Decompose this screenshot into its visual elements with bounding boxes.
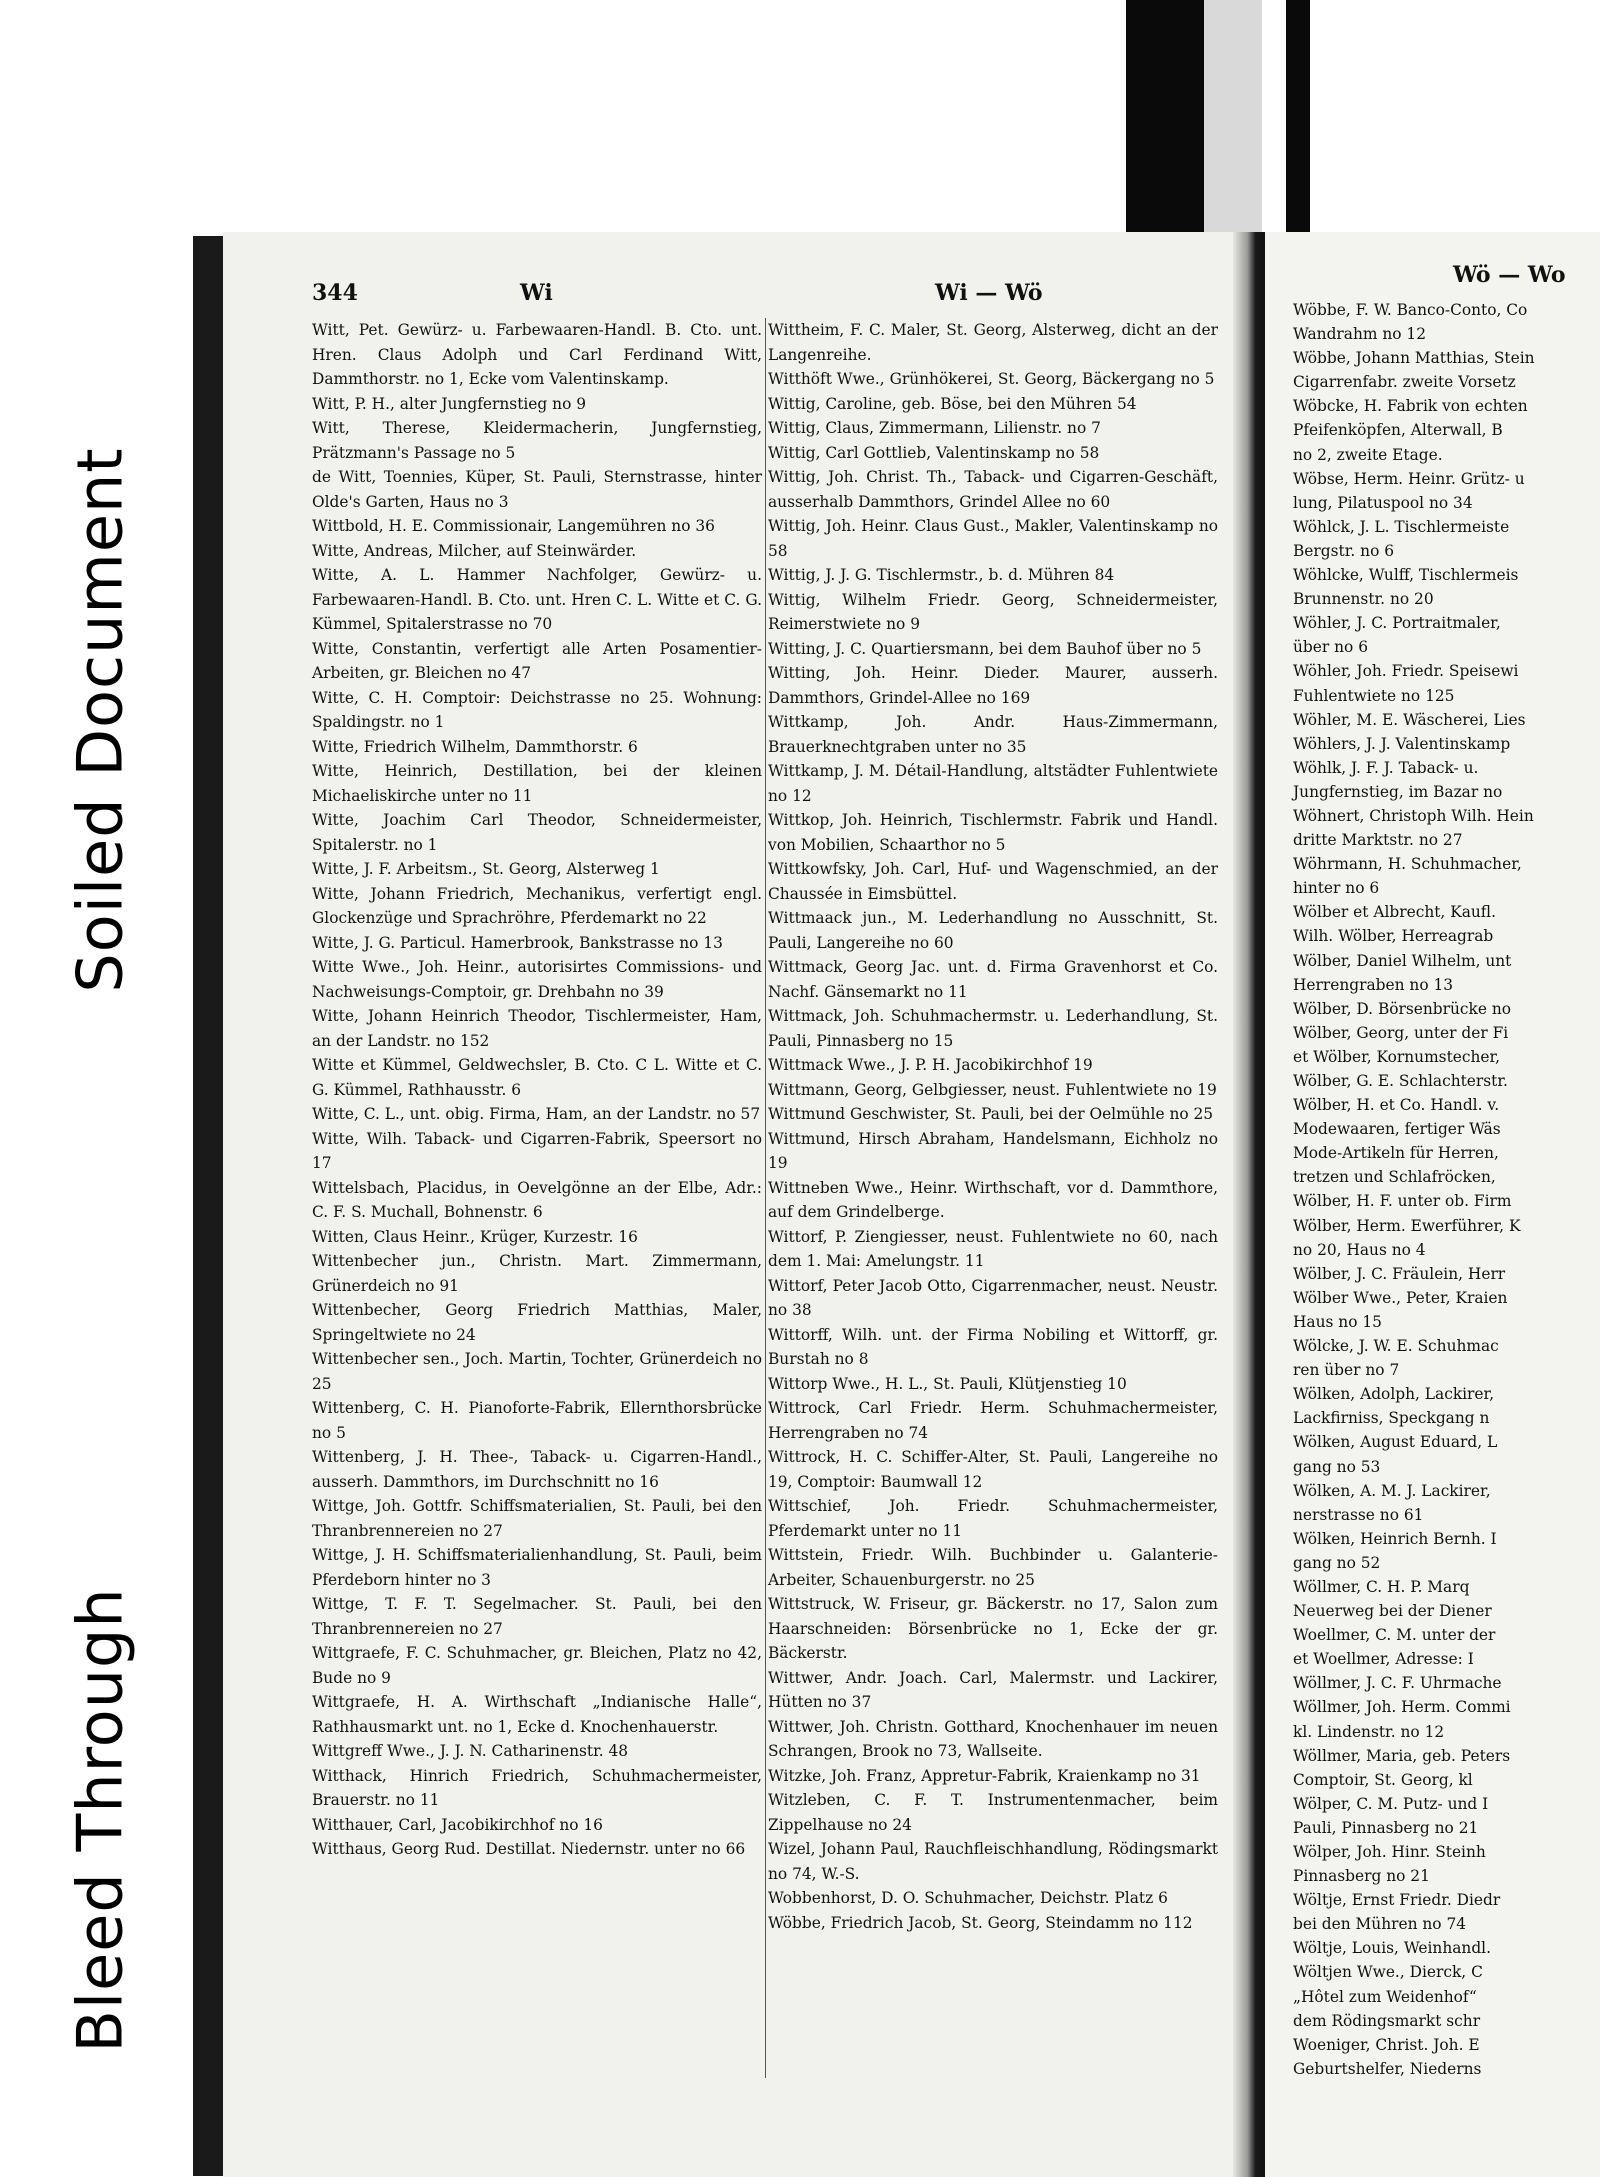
- directory-entry: Wöllmer, Maria, geb. Peters: [1293, 1746, 1511, 1765]
- directory-entry: Wöllmer, C. H. P. Marq: [1293, 1577, 1470, 1596]
- directory-entry: Haus no 15: [1293, 1312, 1382, 1331]
- directory-entry: Wittwer, Andr. Joach. Carl, Malermstr. und Lackirer, Hütten no 37: [768, 1668, 1218, 1711]
- directory-entry: Witthack, Hinrich Friedrich, Schuhmachermeister, Brauerstr. no 11: [312, 1766, 762, 1809]
- directory-entry: Wittorp Wwe., H. L., St. Pauli, Klütjenstieg 10: [768, 1374, 1127, 1393]
- directory-entry: Wittwer, Joh. Christn. Gotthard, Knochenhauer im neuen Schrangen, Brook no 73, Wallseite.: [768, 1717, 1218, 1760]
- directory-entry: no 2, zweite Etage.: [1293, 445, 1443, 464]
- directory-entry: Wölber et Albrecht, Kaufl.: [1293, 903, 1496, 922]
- directory-entry: Wittmann, Georg, Gelbgiesser, neust. Fuhlentwiete no 19: [768, 1080, 1217, 1099]
- directory-entry: Wittenbecher sen., Joch. Martin, Tochter, Grünerdeich no 25: [312, 1350, 762, 1393]
- directory-entry: Witte Wwe., Joh. Heinr., autorisirtes Commissions- und Nachweisungs-Comptoir, gr. Drehbahn no 39: [312, 958, 762, 1001]
- directory-entry: Wölber, D. Börsenbrücke no: [1293, 999, 1512, 1018]
- column-divider: [765, 318, 766, 2078]
- directory-entry: Wölber, G. E. Schlachterstr.: [1293, 1072, 1508, 1090]
- directory-entry: Wölken, Heinrich Bernh. I: [1293, 1529, 1497, 1548]
- directory-entry: Wöbse, Herm. Heinr. Grütz- u: [1293, 469, 1525, 488]
- directory-entry: Wittorf, Peter Jacob Otto, Cigarrenmacher, neust. Neustr. no 38: [768, 1276, 1218, 1319]
- directory-entry: Wöhlers, J. J. Valentinskamp: [1293, 734, 1511, 753]
- directory-entry: Witting, J. C. Quartiersmann, bei dem Bauhof über no 5: [768, 639, 1202, 658]
- directory-entry: Witte, Friedrich Wilhelm, Dammthorstr. 6: [312, 737, 638, 756]
- book-gutter: [1233, 232, 1265, 2177]
- directory-entry: Wöhler, J. C. Portraitmaler,: [1293, 614, 1501, 633]
- directory-entry: tretzen und Schlafröcken,: [1293, 1168, 1496, 1187]
- directory-entry: Wöltjen Wwe., Dierck, C: [1293, 1963, 1483, 1982]
- directory-entry: Witte, Johann Friedrich, Mechanikus, verfertigt engl. Glockenzüge und Sprachröhre, Pferdemarkt no 22: [312, 884, 762, 927]
- directory-entry: Witt, Pet. Gewürz- u. Farbewaaren-Handl. B. Cto. unt. Hren. Claus Adolph und Carl Ferdinand Witt, Dammthorstr. no 1, Ecke vom Valentinskamp.: [312, 321, 762, 388]
- directory-entry: Woellmer, C. M. unter der: [1293, 1626, 1496, 1645]
- directory-column-3: [1293, 298, 1600, 2081]
- directory-entry: Wittgraefe, H. A. Wirthschaft „Indianische Halle“, Rathhausmarkt unt. no 1, Ecke d. Knochenhauerstr.: [312, 1693, 762, 1736]
- directory-entry: Geburtshelfer, Niederns: [1293, 2059, 1482, 2078]
- directory-entry: Wölken, August Eduard, L: [1293, 1433, 1498, 1452]
- directory-entry: Witte, A. L. Hammer Nachfolger, Gewürz- u. Farbewaaren-Handl. B. Cto. unt. Hren C. L. Witte et C. G. Kümmel, Spitalerstrasse no 70: [312, 566, 762, 633]
- directory-entry: Wittenbecher jun., Christn. Mart. Zimmermann, Grünerdeich no 91: [312, 1252, 762, 1295]
- book-edge: [193, 236, 223, 2176]
- directory-entry: Wittbold, H. E. Commissionair, Langemühren no 36: [312, 517, 715, 535]
- directory-entry: Wölber Wwe., Peter, Kraien: [1293, 1288, 1508, 1307]
- directory-entry: Witte, Joachim Carl Theodor, Schneidermeister, Spitalerstr. no 1: [312, 811, 762, 854]
- directory-entry: Wittstein, Friedr. Wilh. Buchbinder u. Galanterie-Arbeiter, Schauenburgerstr. no 25: [768, 1546, 1218, 1589]
- directory-entry: Lackfirniss, Speckgang n: [1293, 1409, 1490, 1428]
- directory-entry: Wöhler, Joh. Friedr. Speisewi: [1293, 662, 1519, 681]
- directory-entry: Wölcke, J. W. E. Schuhmac: [1293, 1337, 1499, 1356]
- directory-entry: Wittge, J. H. Schiffsmaterialienhandlung, St. Pauli, beim Pferdeborn hinter no 3: [312, 1546, 762, 1589]
- directory-entry: Comptoir, St. Georg, kl: [1293, 1770, 1473, 1789]
- directory-entry: Neuerweg bei der Diener: [1293, 1602, 1492, 1621]
- directory-entry: lung, Pilatuspool no 34: [1293, 493, 1473, 512]
- directory-entry: Wölken, A. M. J. Lackirer,: [1293, 1481, 1491, 1500]
- directory-entry: Wöhnert, Christoph Wilh. Hein: [1293, 806, 1534, 825]
- directory-entry: Wöhlck, J. L. Tischlermeiste: [1293, 517, 1510, 536]
- directory-entry: Wittig, Caroline, geb. Böse, bei den Mühren 54: [768, 394, 1137, 413]
- directory-entry: Witt, Therese, Kleidermacherin, Jungfernstieg, Prätzmann's Passage no 5: [312, 419, 762, 462]
- directory-entry: Wittorf, P. Ziengiesser, neust. Fuhlentwiete no 60, nach dem 1. Mai: Amelungstr. 11: [768, 1227, 1218, 1270]
- directory-entry: Witte, Andreas, Milcher, auf Steinwärder.: [312, 541, 637, 560]
- directory-entry: Wöbbe, Friedrich Jacob, St. Georg, Steindamm no 112: [768, 1913, 1193, 1932]
- directory-entry: Pinnasberg no 21: [1293, 1867, 1430, 1886]
- directory-entry: Wandrahm no 12: [1293, 325, 1427, 344]
- directory-entry: Witte, Heinrich, Destillation, bei der kleinen Michaeliskirche unter no 11: [312, 762, 762, 805]
- directory-entry: „Hôtel zum Weidenhof“: [1293, 1987, 1477, 2006]
- scan-border-grey: [1204, 0, 1262, 233]
- directory-entry: Wittmack, Joh. Schuhmachermstr. u. Lederhandlung, St. Pauli, Pinnasberg no 15: [768, 1007, 1218, 1050]
- scan-border-black: [1126, 0, 1204, 233]
- directory-entry: Witten, Claus Heinr., Krüger, Kurzestr. 16: [312, 1227, 638, 1246]
- directory-entry: Wölber, Herm. Ewerführer, K: [1293, 1216, 1521, 1235]
- directory-entry: Wölken, Adolph, Lackirer,: [1293, 1385, 1495, 1404]
- directory-entry: gang no 52: [1293, 1553, 1381, 1572]
- scan-border-white: [1262, 0, 1286, 233]
- directory-entry: hinter no 6: [1293, 879, 1380, 898]
- directory-entry: Witting, Joh. Heinr. Dieder. Maurer, ausserh. Dammthors, Grindel-Allee no 169: [768, 664, 1218, 707]
- directory-entry: dem Rödingsmarkt schr: [1293, 2011, 1481, 2030]
- directory-entry: Witthaus, Georg Rud. Destillat. Niedernstr. unter no 66: [312, 1840, 746, 1858]
- directory-entry: Wöbcke, H. Fabrik von echten: [1293, 397, 1528, 416]
- directory-entry: Wittkamp, Joh. Andr. Haus-Zimmermann, Brauerknechtgraben unter no 35: [768, 713, 1218, 756]
- directory-entry: Modewaaren, fertiger Wäs: [1293, 1120, 1501, 1139]
- directory-entry: Wölber, Daniel Wilhelm, unt: [1293, 951, 1512, 970]
- directory-entry: Witzleben, C. F. T. Instrumentenmacher, beim Zippelhause no 24: [768, 1791, 1218, 1834]
- next-page-heading: Wö — Wo: [1453, 262, 1566, 288]
- directory-entry: Cigarrenfabr. zweite Vorsetz: [1293, 373, 1516, 392]
- directory-entry: Wittschief, Joh. Friedr. Schuhmachermeister, Pferdemarkt unter no 11: [768, 1497, 1218, 1540]
- directory-entry: de Witt, Toennies, Küper, St. Pauli, Sternstrasse, hinter Olde's Garten, Haus no 3: [312, 468, 762, 511]
- directory-entry: Wittkop, Joh. Heinrich, Tischlermstr. Fabrik und Handl. von Mobilien, Schaarthor no 5: [768, 811, 1218, 854]
- directory-entry: Wölber, H. F. unter ob. Firm: [1293, 1192, 1512, 1211]
- directory-entry: Wöhler, M. E. Wäscherei, Lies: [1293, 710, 1526, 729]
- directory-entry: et Wölber, Kornumstecher,: [1293, 1047, 1501, 1066]
- directory-entry: Wittge, T. F. T. Segelmacher. St. Pauli, bei den Thranbrennereien no 27: [312, 1595, 762, 1638]
- directory-entry: Fuhlentwiete no 125: [1293, 686, 1455, 705]
- directory-entry: Wittig, J. J. G. Tischlermstr., b. d. Mühren 84: [768, 566, 1115, 584]
- directory-entry: Wöltje, Ernst Friedr. Diedr: [1293, 1891, 1501, 1910]
- directory-entry: dritte Marktstr. no 27: [1293, 831, 1463, 850]
- directory-entry: Wittelsbach, Placidus, in Oevelgönne an der Elbe, Adr.: C. F. S. Muchall, Bohnenstr. 6: [312, 1178, 762, 1221]
- directory-entry: Witzke, Joh. Franz, Appretur-Fabrik, Kraienkamp no 31: [768, 1766, 1201, 1785]
- directory-entry: Pfeifenköpfen, Alterwall, B: [1293, 421, 1503, 440]
- directory-entry: Wittmaack jun., M. Lederhandlung no Ausschnitt, St. Pauli, Langereihe no 60: [768, 909, 1218, 952]
- directory-entry: no 20, Haus no 4: [1293, 1240, 1426, 1259]
- directory-entry: Wöbbe, Johann Matthias, Stein: [1293, 349, 1535, 368]
- label-strip: Soiled Document Bleed Through: [0, 0, 205, 2177]
- directory-entry: Wölper, Joh. Hinr. Steinh: [1293, 1843, 1486, 1861]
- directory-entry: Wittmack, Georg Jac. unt. d. Firma Gravenhorst et Co. Nachf. Gänsemarkt no 11: [768, 958, 1218, 1001]
- directory-entry: Wöbbe, F. W. Banco-Conto, Co: [1293, 301, 1528, 319]
- directory-entry: Wittmack Wwe., J. P. H. Jacobikirchhof 19: [768, 1056, 1093, 1074]
- directory-entry: Wittig, Joh. Christ. Th., Taback- und Cigarren-Geschäft, ausserhalb Dammthors, Grindel Allee no 60: [768, 468, 1218, 511]
- directory-column-1: [312, 318, 762, 1862]
- directory-entry: Wittge, Joh. Gottfr. Schiffsmaterialien, St. Pauli, bei den Thranbrennereien no 27: [312, 1497, 762, 1540]
- directory-entry: Wölber, J. C. Fräulein, Herr: [1293, 1264, 1506, 1283]
- directory-entry: Wittkowfsky, Joh. Carl, Huf- und Wagenschmied, an der Chaussée in Eimsbüttel.: [768, 860, 1218, 903]
- directory-entry: Woeniger, Christ. Joh. E: [1293, 2035, 1480, 2054]
- directory-entry: Witte, J. G. Particul. Hamerbrook, Bankstrasse no 13: [312, 933, 723, 952]
- directory-entry: Wöhlcke, Wulff, Tischlermeis: [1293, 566, 1519, 585]
- directory-entry: Wittig, Claus, Zimmermann, Lilienstr. no 7: [768, 419, 1101, 437]
- directory-entry: Witte, C. L., unt. obig. Firma, Ham, an der Landstr. no 57: [312, 1105, 761, 1123]
- directory-entry: Wittrock, Carl Friedr. Herm. Schuhmachermeister, Herrengraben no 74: [768, 1399, 1218, 1442]
- directory-entry: Wittorff, Wilh. unt. der Firma Nobiling et Wittorff, gr. Burstah no 8: [768, 1325, 1218, 1368]
- directory-entry: Wittig, Joh. Heinr. Claus Gust., Makler, Valentinskamp no 58: [768, 517, 1218, 560]
- directory-column-2: [768, 318, 1218, 1935]
- directory-entry: Wilh. Wölber, Herreagrab: [1293, 927, 1494, 946]
- directory-entry: Witte et Kümmel, Geldwechsler, B. Cto. C L. Witte et C. G. Kümmel, Rathhausstr. 6: [312, 1056, 762, 1099]
- directory-entry: Wittstruck, W. Friseur, gr. Bäckerstr. no 17, Salon zum Haarschneiden: Börsenbrücke no 1, Ecke der gr. Bäckerstr.: [768, 1595, 1218, 1662]
- directory-entry: Wobbenhorst, D. O. Schuhmacher, Deichstr. Platz 6: [768, 1889, 1168, 1907]
- directory-entry: Wittenberg, J. H. Thee-, Taback- u. Cigarren-Handl., ausserh. Dammthors, im Durchschnitt no 16: [312, 1448, 762, 1491]
- directory-entry: Jungfernstieg, im Bazar no: [1293, 782, 1503, 801]
- directory-entry: Wizel, Johann Paul, Rauchfleischhandlung, Rödingsmarkt no 74, W.-S.: [768, 1840, 1218, 1883]
- directory-entry: bei den Mühren no 74: [1293, 1915, 1467, 1934]
- directory-entry: Wittneben Wwe., Heinr. Wirthschaft, vor d. Dammthore, auf dem Grindelberge.: [768, 1178, 1218, 1221]
- directory-entry: Wöllmer, Joh. Herm. Commi: [1293, 1698, 1511, 1717]
- directory-entry: Witte, Johann Heinrich Theodor, Tischlermeister, Ham, an der Landstr. no 152: [312, 1007, 762, 1050]
- directory-entry: Witthauer, Carl, Jacobikirchhof no 16: [312, 1815, 603, 1834]
- directory-entry: Wölper, C. M. Putz- und I: [1293, 1794, 1489, 1813]
- directory-entry: Wittmund Geschwister, St. Pauli, bei der Oelmühle no 25: [768, 1105, 1214, 1123]
- directory-entry: Wölber, Georg, unter der Fi: [1293, 1023, 1509, 1042]
- directory-entry: Wittgreff Wwe., J. J. N. Catharinenstr. 48: [312, 1742, 629, 1760]
- directory-entry: Wittrock, H. C. Schiffer-Alter, St. Pauli, Langereihe no 19, Comptoir: Baumwall 12: [768, 1448, 1218, 1491]
- directory-entry: Wittgraefe, F. C. Schuhmacher, gr. Bleichen, Platz no 42, Bude no 9: [312, 1644, 762, 1687]
- directory-entry: kl. Lindenstr. no 12: [1293, 1722, 1445, 1741]
- directory-entry: Witte, C. H. Comptoir: Deichstrasse no 25. Wohnung: Spaldingstr. no 1: [312, 688, 762, 731]
- left-column-heading: Wi: [520, 280, 553, 306]
- scan-border-black-2: [1286, 0, 1310, 233]
- directory-entry: Wittenberg, C. H. Pianoforte-Fabrik, Ellernthorsbrücke no 5: [312, 1399, 762, 1442]
- directory-entry: Wittig, Carl Gottlieb, Valentinskamp no 58: [768, 443, 1100, 462]
- directory-entry: Witte, Constantin, verfertigt alle Arten Posamentier-Arbeiten, gr. Bleichen no 47: [312, 639, 762, 682]
- directory-entry: Wittmund, Hirsch Abraham, Handelsmann, Eichholz no 19: [768, 1129, 1218, 1172]
- directory-entry: Witt, P. H., alter Jungfernstieg no 9: [312, 394, 587, 413]
- directory-entry: Wöhlk, J. F. J. Taback- u.: [1293, 758, 1479, 777]
- directory-entry: Witthöft Wwe., Grünhökerei, St. Georg, Bäckergang no 5: [768, 370, 1215, 388]
- page-number: 344: [312, 280, 358, 306]
- directory-entry: Wittig, Wilhelm Friedr. Georg, Schneidermeister, Reimerstwiete no 9: [768, 590, 1218, 633]
- directory-entry: über no 6: [1293, 638, 1368, 657]
- directory-entry: Brunnenstr. no 20: [1293, 590, 1434, 609]
- directory-entry: ren über no 7: [1293, 1361, 1400, 1380]
- directory-entry: Pauli, Pinnasberg no 21: [1293, 1818, 1479, 1837]
- right-column-heading: Wi — Wö: [935, 280, 1043, 306]
- directory-entry: Witte, Wilh. Taback- und Cigarren-Fabrik, Speersort no 17: [312, 1129, 762, 1172]
- directory-entry: Wöhrmann, H. Schuhmacher,: [1293, 855, 1522, 874]
- directory-entry: Wöltje, Louis, Weinhandl.: [1293, 1939, 1491, 1958]
- directory-entry: nerstrasse no 61: [1293, 1505, 1424, 1524]
- directory-entry: et Woellmer, Adresse: I: [1293, 1650, 1474, 1669]
- directory-entry: Wöllmer, J. C. F. Uhrmache: [1293, 1674, 1502, 1693]
- directory-entry: Wittenbecher, Georg Friedrich Matthias, Maler, Springeltwiete no 24: [312, 1301, 762, 1344]
- directory-entry: Wittkamp, J. M. Détail-Handlung, altstädter Fuhlentwiete no 12: [768, 762, 1218, 805]
- directory-entry: Mode-Artikeln für Herren,: [1293, 1144, 1499, 1163]
- directory-entry: Witte, J. F. Arbeitsm., St. Georg, Alsterweg 1: [312, 860, 660, 878]
- directory-entry: gang no 53: [1293, 1457, 1381, 1476]
- directory-entry: Wittheim, F. C. Maler, St. Georg, Alsterweg, dicht an der Langenreihe.: [768, 321, 1218, 364]
- directory-entry: Wölber, H. et Co. Handl. v.: [1293, 1096, 1500, 1115]
- directory-entry: Bergstr. no 6: [1293, 541, 1395, 560]
- directory-entry: Herrengraben no 13: [1293, 975, 1454, 994]
